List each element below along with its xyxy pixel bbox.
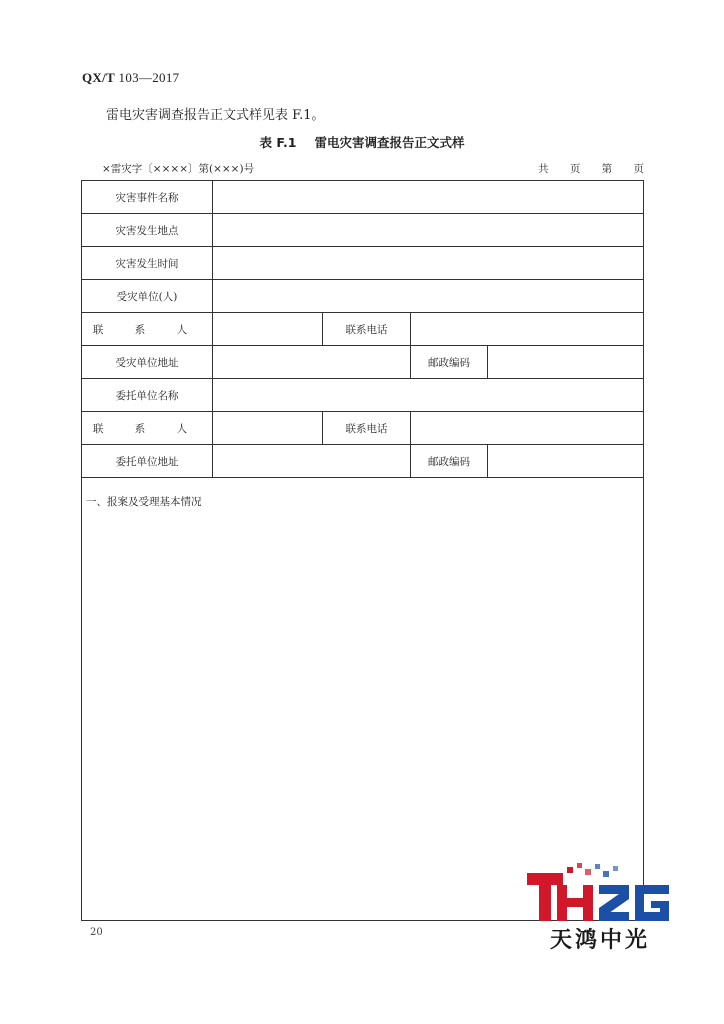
document-number: ×雷灾字〔××××〕第(×××)号 (102, 163, 255, 175)
label-client-contact-person: 联 系 人 (82, 412, 213, 445)
label-contact-phone: 联系电话 (323, 313, 411, 346)
section-case-report-heading: 一、报案及受理基本情况 (86, 496, 202, 508)
table-row (82, 445, 644, 478)
field-client-postal-code[interactable] (488, 445, 644, 478)
field-affected-unit[interactable] (213, 280, 644, 313)
label-event-name: 灾害事件名称 (82, 181, 213, 214)
label-location: 灾害发生地点 (82, 214, 213, 247)
label-client-unit: 委托单位名称 (82, 379, 213, 412)
label-client-address: 委托单位地址 (82, 445, 213, 478)
label-affected-unit: 受灾单位(人) (82, 280, 213, 313)
field-contact-phone[interactable] (411, 313, 644, 346)
standard-number: 103—2017 (118, 70, 180, 85)
report-form-table (81, 180, 644, 921)
standard-prefix: QX/T (82, 70, 115, 85)
table-caption-title: 雷电灾害调查报告正文式样 (314, 135, 465, 150)
label-contact-person: 联 系 人 (82, 313, 213, 346)
field-time[interactable] (213, 247, 644, 280)
table-row (82, 214, 644, 247)
section-case-report[interactable] (82, 478, 644, 921)
table-row (82, 346, 644, 379)
table-row (82, 478, 644, 921)
field-client-contact-phone[interactable] (411, 412, 644, 445)
table-row (82, 412, 644, 445)
table-row (82, 313, 644, 346)
table-row (82, 181, 644, 214)
field-event-name[interactable] (213, 181, 644, 214)
table-row (82, 280, 644, 313)
field-client-address[interactable] (213, 445, 411, 478)
watermark-text: 天鸿中光 (549, 928, 650, 953)
watermark-logo (527, 863, 673, 955)
hzg-logo-icon (527, 863, 673, 925)
label-postal-code: 邮政编码 (411, 346, 488, 379)
standard-code (82, 70, 179, 86)
label-time: 灾害发生时间 (82, 247, 213, 280)
field-postal-code[interactable] (488, 346, 644, 379)
table-caption-label: 表 F.1 (259, 135, 297, 150)
page-count: 共 页 第 页 (537, 163, 644, 175)
label-client-contact-phone: 联系电话 (323, 412, 411, 445)
field-affected-address[interactable] (213, 346, 411, 379)
label-affected-address: 受灾单位地址 (82, 346, 213, 379)
page-number: 20 (90, 927, 103, 938)
table-row (82, 247, 644, 280)
field-client-unit[interactable] (213, 379, 644, 412)
field-contact-person[interactable] (213, 313, 323, 346)
intro-text: 雷电灾害调查报告正文式样见表 F.1。 (106, 108, 325, 123)
field-client-contact-person[interactable] (213, 412, 323, 445)
table-row (82, 379, 644, 412)
table-caption (0, 133, 724, 151)
label-client-postal-code: 邮政编码 (411, 445, 488, 478)
field-location[interactable] (213, 214, 644, 247)
